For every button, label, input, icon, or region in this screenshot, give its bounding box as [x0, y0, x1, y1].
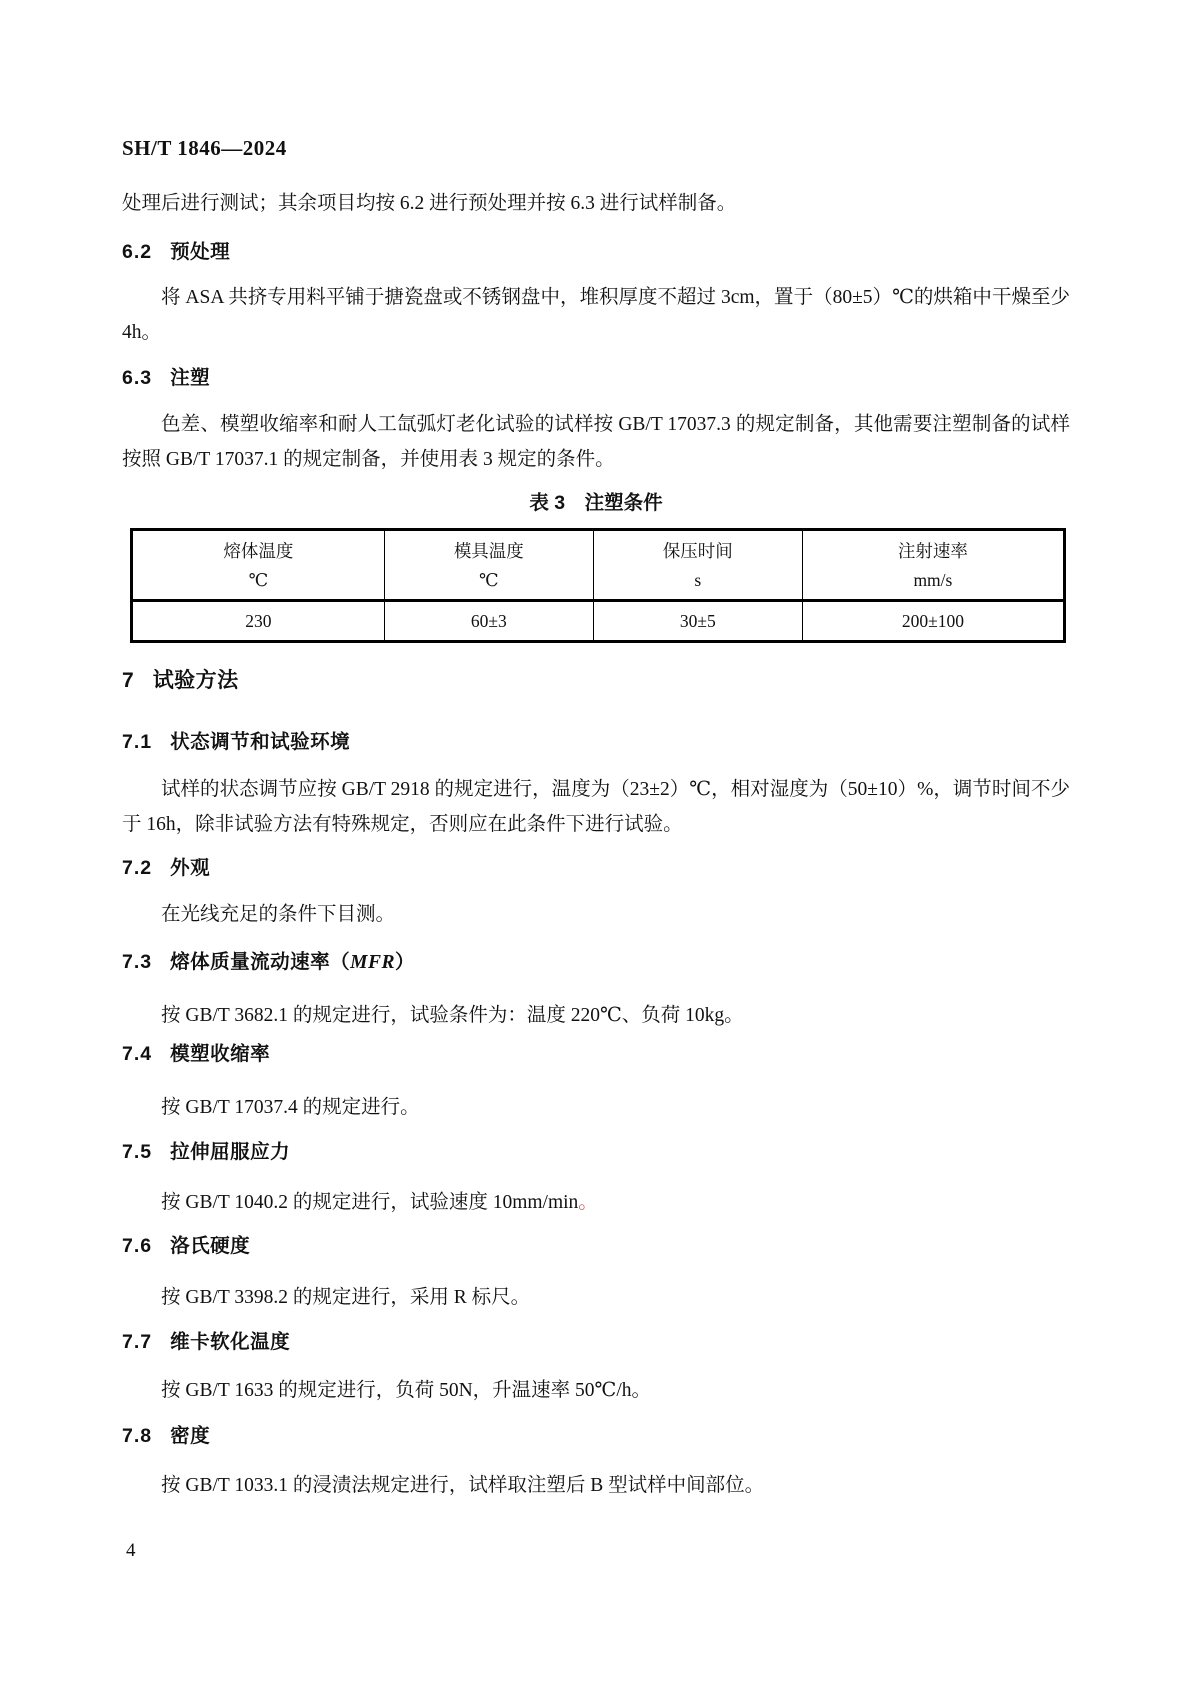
section-title-post: ） [394, 951, 415, 973]
column-name: 注射速率 [897, 541, 968, 561]
section-7-3-body: 按 GB/T 3682.1 的规定进行，试验条件为：温度 220℃、负荷 10kg。 [161, 1005, 744, 1026]
chapter-number: 7 [122, 669, 135, 692]
section-number: 7.8 [122, 1425, 153, 1447]
section-7-4-heading [122, 1038, 270, 1066]
section-title: 状态调节和试验环境 [170, 731, 351, 753]
table3-header-row [132, 530, 1065, 601]
section-title: 维卡软化温度 [170, 1331, 291, 1353]
section-7-3-heading [122, 946, 415, 974]
section-title: 注塑 [170, 367, 211, 389]
table3-caption: 表 3 注塑条件 [529, 492, 663, 514]
section-7-4-body: 按 GB/T 17037.4 的规定进行。 [161, 1097, 420, 1118]
section-number: 7.4 [122, 1043, 153, 1065]
section-7-8-heading [122, 1420, 210, 1448]
section-7-6-heading [122, 1230, 250, 1258]
section-title: 模塑收缩率 [170, 1043, 271, 1065]
table3-cell-hold-time: 30±5 [593, 601, 802, 642]
section-6-2-body: 将 ASA 共挤专用料平铺于搪瓷盘或不锈钢盘中，堆积厚度不超过 3cm，置于（80±5）℃的烘箱中干燥至少 4h。 [122, 287, 1070, 343]
table3-header-injection-rate [802, 530, 1064, 601]
section-number: 7.6 [122, 1235, 153, 1257]
section-7-5-heading [122, 1136, 290, 1164]
table3-header-melt-temp [132, 530, 385, 601]
column-name: 模具温度 [453, 541, 524, 561]
column-name: 保压时间 [662, 541, 733, 561]
intro-paragraph: 处理后进行测试；其余项目均按 6.2 进行预处理并按 6.3 进行试样制备。 [122, 193, 737, 214]
table3-injection-conditions [130, 528, 1066, 643]
chapter-7-heading [122, 664, 239, 694]
section-7-5-text: 按 GB/T 1040.2 的规定进行，试验速度 10mm/min [161, 1192, 579, 1213]
column-unit: ℃ [248, 570, 269, 590]
section-title: 预处理 [170, 241, 231, 263]
column-unit: ℃ [479, 570, 499, 590]
section-7-7-body: 按 GB/T 1633 的规定进行，负荷 50N，升温速率 50℃/h。 [161, 1380, 652, 1401]
table3-value-row [132, 601, 1065, 642]
table3-cell-melt-temp: 230 [132, 601, 385, 642]
table3-cell-mold-temp: 60±3 [384, 601, 593, 642]
section-number: 7.2 [122, 857, 153, 879]
column-unit: mm/s [913, 570, 953, 590]
section-number: 6.3 [122, 367, 153, 389]
table3-cell-injection-rate: 200±100 [802, 601, 1064, 642]
section-title: 洛氏硬度 [170, 1235, 251, 1257]
section-6-2-heading [122, 236, 230, 264]
standard-code-header: SH/T 1846—2024 [122, 136, 287, 160]
section-title-pre: 熔体质量流动速率（ [170, 951, 351, 973]
section-title: 密度 [170, 1425, 211, 1447]
column-name: 熔体温度 [223, 541, 294, 561]
chapter-title: 试验方法 [152, 669, 239, 692]
section-number: 7.7 [122, 1331, 153, 1353]
section-number: 6.2 [122, 241, 153, 263]
page-number: 4 [126, 1540, 136, 1561]
section-number: 7.3 [122, 951, 153, 973]
section-6-3-body: 色差、模塑收缩率和耐人工氙弧灯老化试验的试样按 GB/T 17037.3 的规定制备，其他需要注塑制备的试样按照 GB/T 17037.1 的规定制备，并使用表 3 规定的条件。 [122, 414, 1070, 470]
section-title: 外观 [170, 857, 211, 879]
section-title: 拉伸屈服应力 [170, 1141, 291, 1163]
section-7-5-body [122, 1185, 1070, 1220]
section-7-6-body: 按 GB/T 3398.2 的规定进行，采用 R 标尺。 [161, 1287, 531, 1308]
section-7-7-heading [122, 1326, 290, 1354]
section-7-1-body: 试样的状态调节应按 GB/T 2918 的规定进行，温度为（23±2）℃，相对湿度为（50±10）%，调节时间不少于 16h，除非试验方法有特殊规定，否则应在此条件下进行试验。 [122, 779, 1070, 835]
table3-header-mold-temp [384, 530, 593, 601]
table3-header-hold-time [593, 530, 802, 601]
section-number: 7.5 [122, 1141, 153, 1163]
red-full-stop: 。 [578, 1192, 598, 1213]
section-6-3-heading [122, 362, 210, 390]
section-title-mfr: MFR [350, 952, 395, 973]
section-7-2-heading [122, 852, 210, 880]
section-7-8-body: 按 GB/T 1033.1 的浸渍法规定进行，试样取注塑后 B 型试样中间部位。 [161, 1475, 765, 1496]
column-unit: s [694, 570, 702, 590]
section-number: 7.1 [122, 731, 153, 753]
section-7-1-heading [122, 726, 350, 754]
section-7-2-body: 在光线充足的条件下目测。 [161, 904, 396, 925]
